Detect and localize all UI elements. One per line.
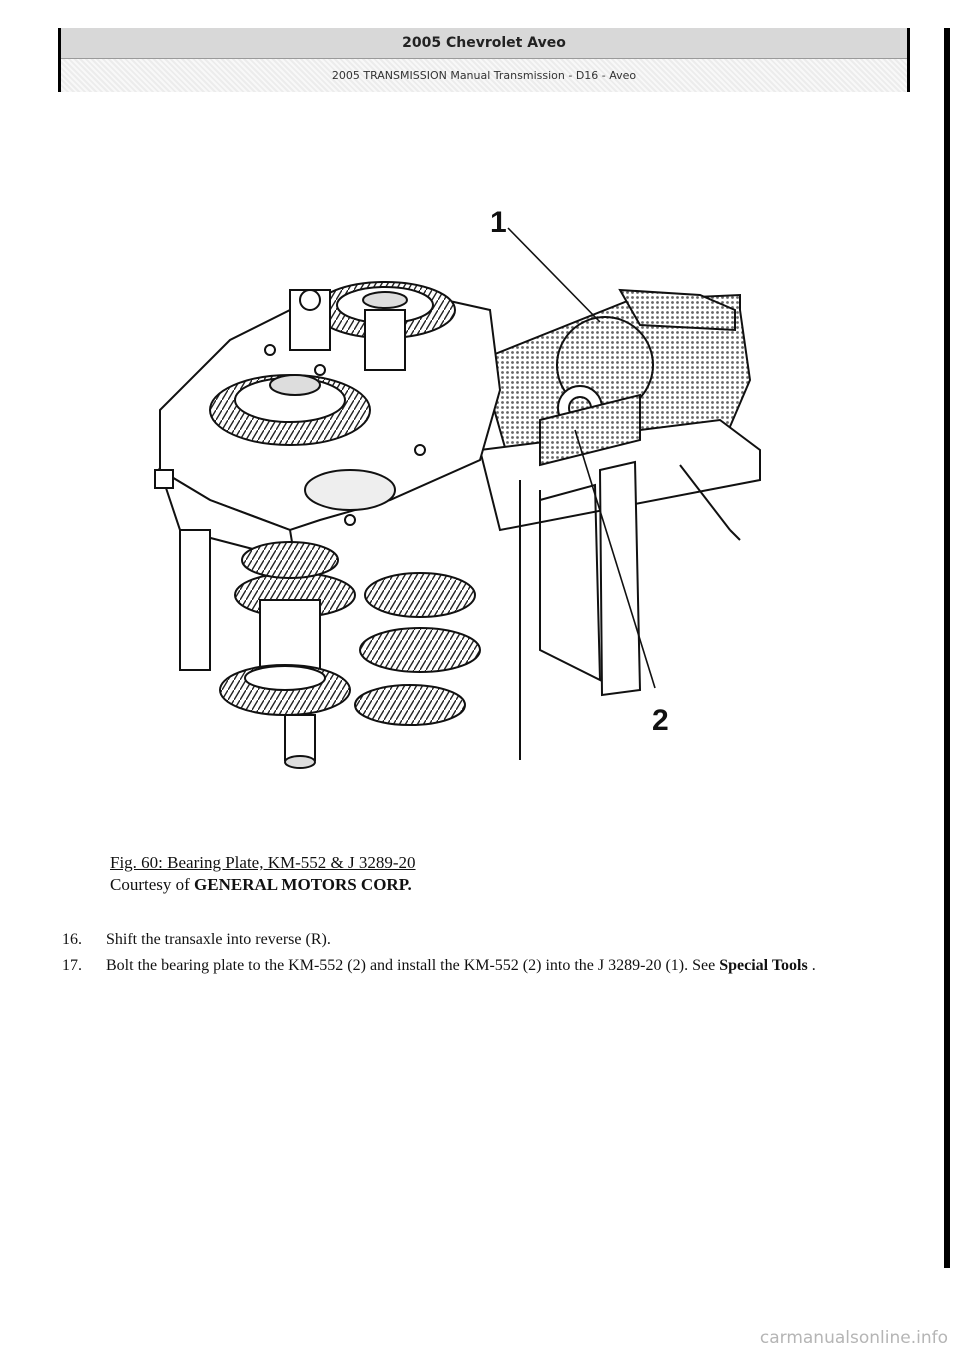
page-header <box>58 28 910 92</box>
figure-courtesy <box>110 874 610 896</box>
step-text: Bolt the bearing plate to the KM-552 (2) and install the KM-552 (2) into the J 3289-20 (1). See <box>106 957 720 974</box>
courtesy-org: GENERAL MOTORS CORP. <box>194 875 412 894</box>
page-right-border <box>944 28 950 1268</box>
step-text-end: . <box>807 957 816 974</box>
figure-title-link[interactable]: Fig. 60: Bearing Plate, KM-552 & J 3289-20 <box>110 853 416 872</box>
header-title: 2005 Chevrolet Aveo <box>61 28 907 59</box>
header-subtitle: 2005 TRANSMISSION Manual Transmission - D16 - Aveo <box>61 59 907 92</box>
transmission-figure <box>120 200 820 790</box>
site-watermark: carmanualsonline.info <box>759 1328 948 1348</box>
courtesy-prefix: Courtesy of <box>110 875 195 894</box>
step-text: Shift the transaxle into reverse (R). <box>106 931 331 948</box>
callout-2-label: 2 <box>652 704 669 737</box>
figure-caption <box>110 852 610 896</box>
step-16 <box>62 927 912 953</box>
procedure-steps <box>62 927 912 979</box>
callout-1-label: 1 <box>490 206 507 239</box>
step-17 <box>62 953 912 979</box>
lower-gears <box>220 542 480 768</box>
special-tools-link[interactable]: Special Tools <box>719 957 808 974</box>
step-number: 16. <box>62 931 82 948</box>
step-number: 17. <box>62 957 82 974</box>
